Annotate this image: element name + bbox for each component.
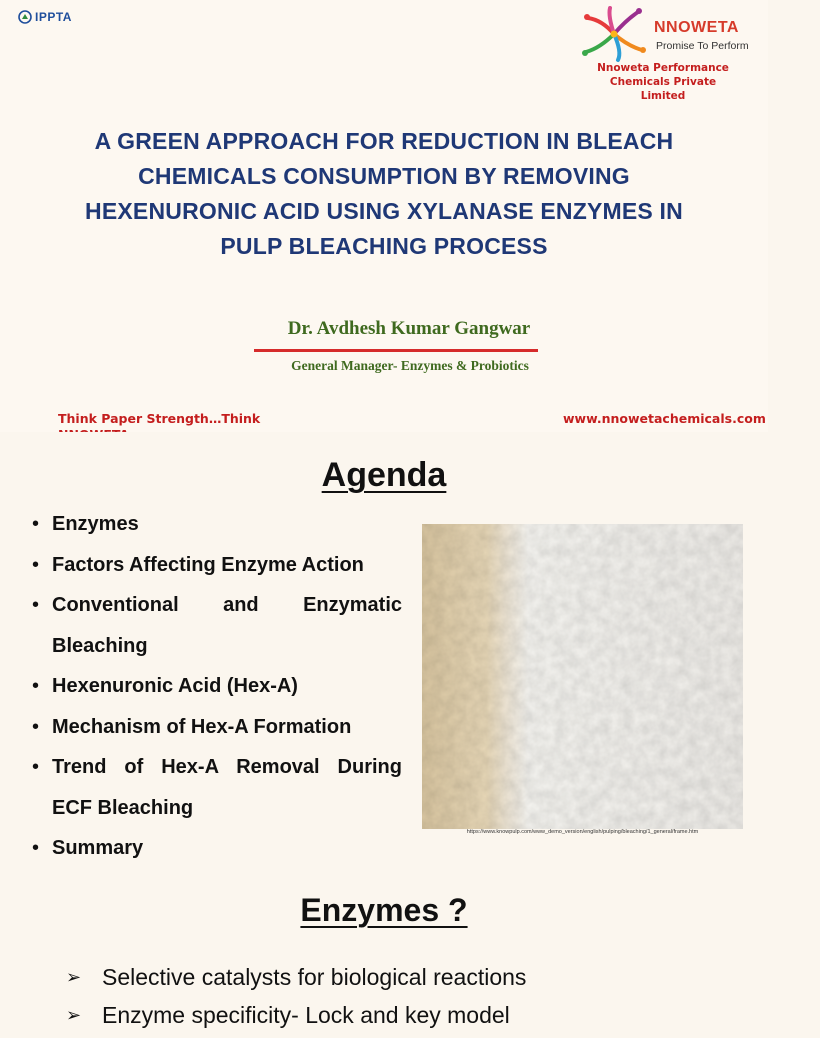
author-divider [254,349,538,352]
agenda-item-text: Conventional and Enzymatic [52,594,402,616]
nnoweta-logo [578,6,758,62]
ippta-logo [18,10,72,24]
agenda-item-text: Hexenuronic Acid (Hex-A) [52,675,298,697]
enzymes-title: Enzymes ? [300,892,468,928]
agenda-item-continuation: ECF Bleaching [52,796,194,819]
author-name: Dr. Avdhesh Kumar Gangwar [287,318,531,339]
bullet-icon: • [32,553,40,576]
ippta-logo-text: IPPTA [35,10,72,24]
company-name [588,61,738,103]
ippta-emblem-icon [18,10,32,24]
pulp-photo [422,524,743,829]
enzymes-list-item [66,1000,746,1038]
arrow-bullet-icon: ➢ [66,967,82,987]
agenda-item [30,545,402,586]
bullet-icon: • [32,594,40,616]
enzymes-list-item [66,962,746,1000]
title-line: A GREEN APPROACH FOR REDUCTION IN BLEACH [94,128,674,154]
pulp-photo-image [422,524,743,829]
title-line: CHEMICALS CONSUMPTION BY REMOVING [138,163,630,189]
enzymes-slide [0,864,768,1028]
agenda-item [30,504,402,545]
agenda-slide [0,432,768,864]
presentation-title [40,124,728,264]
enzymes-list [66,962,746,1038]
enzymes-item-text: Enzyme specificity- Lock and key model [102,1002,510,1028]
brand-tagline: Promise To Perform [656,40,749,52]
company-line: Nnoweta Performance [597,62,729,74]
agenda-item [30,747,402,828]
company-line: Chemicals Private Limited [609,76,717,102]
agenda-item-text: Enzymes [52,513,139,535]
agenda-item-text: Factors Affecting Enzyme Action [52,553,364,576]
agenda-item-continuation: Bleaching [52,634,148,657]
enzymes-item-text: Selective catalysts for biological reactions [102,964,527,990]
slogan: Think Paper Strength…Think [58,411,261,426]
bullet-icon: • [32,837,40,859]
bullet-icon: • [32,675,40,697]
title-line: PULP BLEACHING PROCESS [220,233,548,259]
agenda-item-text: Mechanism of Hex-A Formation [52,715,352,738]
agenda-item-text: Trend of Hex-A Removal During [52,756,402,778]
author-position: General Manager- Enzymes & Probiotics [291,358,529,373]
bullet-icon: • [32,756,40,778]
nnoweta-people-icon [578,6,650,62]
arrow-bullet-icon: ➢ [66,1005,82,1025]
website-link[interactable]: www.nnowetachemicals.com [563,411,766,426]
bullet-icon: • [32,513,40,535]
photo-source-link[interactable]: https://www.knowpulp.com/www_demo_version/english/pulping/bleaching/1_general/frame.htm [466,829,699,835]
agenda-title: Agenda [321,456,447,494]
agenda-list [30,504,402,869]
agenda-item [30,828,402,869]
title-slide [0,0,768,432]
agenda-item [30,707,402,748]
title-line: HEXENURONIC ACID USING XYLANASE ENZYMES IN [85,198,683,224]
bullet-icon: • [32,715,40,738]
brand-name: NNOWETA [654,19,739,36]
agenda-item-text: Summary [52,837,144,859]
agenda-item [30,666,402,707]
agenda-item [30,585,402,666]
